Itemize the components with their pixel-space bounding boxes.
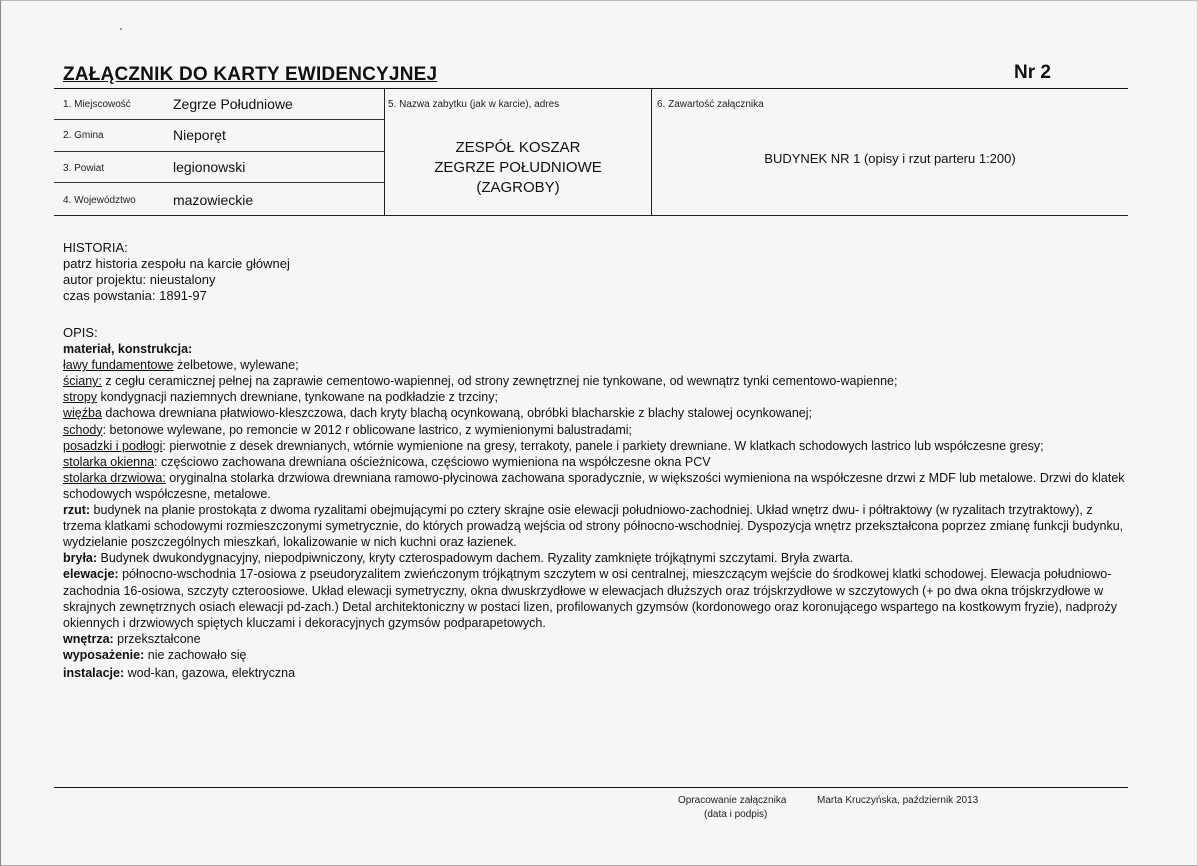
- opis-term: schody: [63, 422, 103, 437]
- field-value-miejscowosc: Zegrze Południowe: [173, 96, 293, 112]
- attachment-content: BUDYNEK NR 1 (opisy i rzut parteru 1:200): [764, 151, 1016, 166]
- footer-rule: [54, 787, 1128, 788]
- wyposazenie-text: nie zachowało się: [144, 647, 247, 662]
- monument-name-line: ZEGRZE POŁUDNIOWE: [434, 159, 602, 176]
- field-value-powiat: legionowski: [173, 159, 246, 175]
- opis-term: stolarka drzwiowa:: [63, 470, 166, 485]
- opis-term: stropy: [63, 390, 98, 405]
- document-title: ZAŁĄCZNIK DO KARTY EWIDENCYJNEJ: [63, 64, 438, 85]
- opis-item: [63, 438, 1133, 454]
- opis-item: [63, 373, 1133, 389]
- row-divider: [54, 119, 384, 120]
- elewacje-term: elewacje:: [63, 567, 119, 582]
- field-value-wojewodztwo: mazowieckie: [173, 192, 254, 208]
- field-label-zawartosc: 6. Zawartość załącznika: [657, 99, 764, 110]
- field-label-powiat: 3. Powiat: [63, 163, 105, 174]
- opis-text: : częściowo zachowana drewniana ościeżnicowa, częściowo wymieniona na współczesne okna PCV: [154, 454, 711, 469]
- opis-text: oryginalna stolarka drzwiowa drewniana ramowo-płycinowa zachowana sporadycznie, w większości wymieniona na współczesne drzwi z MDF lub metalowe. Drzwi do klatek schodowych współczesne, metalowe.: [63, 470, 1125, 501]
- opis-text: dachowa drewniana płatwiowo-kleszczowa, dach kryty blachą ocynkowaną, obróbki blacharskie z blachy stalowej ocynkowanej;: [101, 406, 813, 421]
- wnetrza-paragraph: [63, 631, 1133, 647]
- elewacje-text: północno-wschodnia 17-osiowa z pseudoryzalitem zwieńczonym trójkątnym szczytem w osi centralnej, mieszczącym wejście do środkowej klatki schodowej. Elewacja południowo-zachodnia 16-osiowa, szczyty czteroosiowe. Układ elewacji symetryczny, okna dwuskrzydłowe w elewacjach dłuższych oraz trójskrzydłowe w szczytowych (+ po dwa okna trójskrzydłowe w skrajnych zewnętrznych osiach elewacji pd-zach.) Detal architektoniczny w postaci lizen, profilowanych gzymsów (kordonowego oraz koronującego wspartego na kostkowym fryzie), nadproży okiennych i drzwiowych spiętych kluczami i dekoracyjnych gzymsów podparapetowych.: [63, 567, 1117, 630]
- scan-speck: [120, 28, 122, 30]
- historia-line: autor projektu: nieustalony: [63, 272, 216, 288]
- opis-text: kondygnacji naziemnych drewniane, tynkowane na podkładzie z trzciny;: [97, 390, 498, 405]
- header-rule: [54, 88, 1128, 89]
- opis-heading: OPIS:: [63, 325, 98, 340]
- monument-name-line: ZESPÓŁ KOSZAR: [455, 139, 581, 156]
- wnetrza-term: wnętrza:: [63, 631, 114, 646]
- opis-term: ściany:: [63, 374, 102, 389]
- opis-section: [63, 325, 1133, 681]
- field-label-nazwa-zabytku: 5. Nazwa zabytku (jak w karcie), adres: [388, 99, 560, 110]
- wyposazenie-term: wyposażenie:: [63, 647, 145, 662]
- monument-name-line: (ZAGROBY): [476, 179, 560, 196]
- historia-line: patrz historia zespołu na karcie głównej: [63, 256, 290, 272]
- bryla-text: Budynek dwukondygnacyjny, niepodpiwniczony, kryty czterospadowym dachem. Ryzality zamknięte trójkątnymi szczytami. Bryła zwarta.: [97, 551, 854, 566]
- opis-item: [63, 470, 1133, 502]
- bryla-paragraph: [63, 550, 1133, 566]
- rzut-paragraph: [63, 502, 1133, 550]
- opis-text: z cegłu ceramicznej pełnej na zaprawie cementowo-wapiennej, od strony zewnętrznej nie tynkowane, od wewnątrz tynki cementowo-wapienne;: [101, 374, 898, 389]
- rzut-term: rzut:: [63, 503, 91, 518]
- opis-term: więźba: [63, 406, 102, 421]
- prepared-label: Opracowanie załącznika: [678, 795, 787, 806]
- row-divider: [54, 151, 384, 152]
- opis-text: : betonowe wylewane, po remoncie w 2012 r oblicowane lastrico, z wymienionymi balustradami;: [102, 422, 633, 437]
- field-label-gmina: 2. Gmina: [63, 130, 104, 141]
- rzut-text: budynek na planie prostokąta z dwoma ryzalitami obejmującymi po cztery skrajne osie elewacji południowo-zachodniej. Układ wnętrz dwu- i półtraktowy (w ryzalitach trzytraktowy), z trzema klatkami schodowymi rozmieszczonymi symetrycznie, do których prowadzą wejścia od strony północno-wschodniej. Dyspozycja wnętrz przekształcona poprzez zmianę funkcji budynku, wydzielanie poszczególnych mieszkań, lokalizowanie w nich kuchni oraz łazienek.: [63, 503, 1124, 550]
- wyposazenie-paragraph: [63, 647, 1133, 663]
- monument-name: [385, 138, 651, 198]
- prepared-sub: (data i podpis): [704, 809, 768, 820]
- opis-subheading: materiał, konstrukcja:: [63, 342, 193, 357]
- opis-term: stolarka okienna: [63, 454, 155, 469]
- opis-item: [63, 405, 1133, 421]
- historia-heading: HISTORIA:: [63, 240, 128, 255]
- historia-section: [63, 240, 1133, 304]
- elewacje-paragraph: [63, 566, 1133, 630]
- opis-text: żelbetowe, wylewane;: [173, 358, 299, 373]
- opis-item: [63, 389, 1133, 405]
- bryla-term: bryła:: [63, 551, 98, 566]
- author-signature: Marta Kruczyńska, październik 2013: [817, 795, 979, 806]
- instalacje-paragraph: [63, 665, 1133, 681]
- instalacje-term: instalacje:: [63, 665, 125, 680]
- historia-line: czas powstania: 1891-97: [63, 288, 207, 304]
- row-divider: [54, 182, 384, 183]
- opis-item: [63, 422, 1133, 438]
- table-bottom-rule: [54, 215, 1128, 216]
- field-label-wojewodztwo: 4. Województwo: [63, 195, 136, 206]
- opis-term: ławy fundamentowe: [63, 358, 174, 373]
- opis-term: posadzki i podłogi: [63, 438, 163, 453]
- opis-text: : pierwotnie z desek drewnianych, wtórnie wymienione na gresy, terrakoty, panele i parkiety drewniane. W klatkach schodowych lastrico lub współczesne gresy;: [162, 438, 1044, 453]
- instalacje-text: wod-kan, gazowa, elektryczna: [124, 665, 296, 680]
- field-value-gmina: Nieporęt: [173, 127, 226, 143]
- opis-item: [63, 357, 1133, 373]
- wnetrza-text: przekształcone: [113, 631, 201, 646]
- attachment-number: Nr 2: [1014, 62, 1051, 83]
- opis-item: [63, 454, 1133, 470]
- field-label-miejscowosc: 1. Miejscowość: [63, 99, 131, 110]
